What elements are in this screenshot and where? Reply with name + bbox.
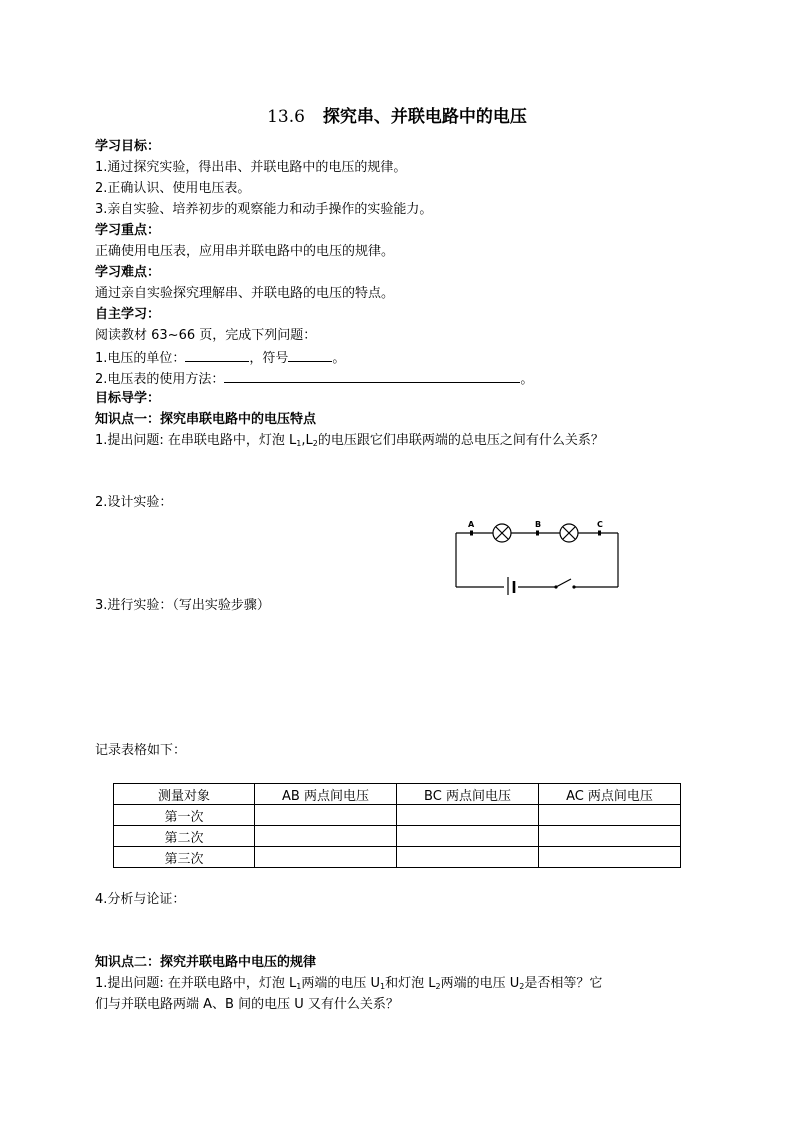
point1-question: [95, 431, 604, 451]
point2-question: [95, 974, 602, 994]
self-study-question-2: [95, 368, 533, 390]
q-text: 两端的电压 U: [440, 976, 520, 991]
subscript: 1: [296, 439, 302, 448]
q1-mid: ，符号: [249, 351, 289, 366]
answer-cell[interactable]: [255, 826, 397, 847]
analysis: 4.分析与论证：: [95, 892, 186, 907]
section-number: 13.6: [267, 107, 305, 127]
answer-cell[interactable]: [397, 826, 539, 847]
key-point-heading: 学习重点：: [95, 223, 161, 238]
table-row: [114, 826, 681, 847]
row-label: 第一次: [114, 805, 255, 826]
table-caption: 记录表格如下：: [95, 743, 187, 758]
subscript: 2: [519, 982, 525, 991]
objective-item: 3.亲自实验、培养初步的观察能力和动手操作的实验能力。: [95, 202, 433, 217]
record-table: [113, 783, 681, 868]
row-label: 第三次: [114, 847, 255, 868]
q-text: 是否相等？它: [524, 976, 603, 991]
q1-end: 。: [332, 351, 346, 366]
table-header: BC 两点间电压: [397, 784, 539, 805]
reading-instruction: 阅读教材 63~66 页，完成下列问题：: [95, 328, 317, 343]
voltmeter-usage-answer-blank[interactable]: [224, 368, 520, 383]
q-text: 的电压跟它们串联两端的总电压之间有什么关系？: [317, 433, 604, 448]
q-text: 两端的电压 U: [301, 976, 381, 991]
table-header: AC 两点间电压: [539, 784, 681, 805]
difficulty-heading: 学习难点：: [95, 265, 161, 280]
objective-item: 1.通过探究实验，得出串、并联电路中的电压的规律。: [95, 160, 407, 175]
table-row: [114, 847, 681, 868]
table-row: [114, 805, 681, 826]
q-text: 和灯泡 L: [385, 976, 436, 991]
point2-heading: 知识点二：探究并联电路中电压的规律: [95, 955, 317, 970]
table-header: 测量对象: [114, 784, 255, 805]
battery-icon: [508, 577, 514, 595]
subscript: 1: [296, 982, 302, 991]
unit-answer-blank[interactable]: [185, 347, 249, 362]
point-b-label: B: [535, 520, 542, 529]
lamp-icon: [493, 524, 511, 542]
design-experiment: 2.设计实验：: [95, 495, 173, 510]
self-study-question-1: [95, 347, 345, 369]
answer-cell[interactable]: [397, 805, 539, 826]
answer-cell[interactable]: [255, 805, 397, 826]
q2-prefix: 2.电压表的使用方法：: [95, 372, 225, 387]
point-a-label: A: [468, 520, 475, 529]
q-text: 1.提出问题: 在串联电路中，灯泡 L: [95, 433, 297, 448]
answer-cell[interactable]: [255, 847, 397, 868]
page-title: [0, 106, 794, 128]
point-c-label: C: [597, 520, 603, 529]
q-text: 1.提出问题: 在并联电路中，灯泡 L: [95, 976, 297, 991]
table-header-row: [114, 784, 681, 805]
objective-item: 2.正确认识、使用电压表。: [95, 181, 251, 196]
row-label: 第二次: [114, 826, 255, 847]
q2-end: 。: [520, 372, 534, 387]
objectives-heading: 学习目标：: [95, 139, 161, 154]
lamp-icon: [560, 524, 578, 542]
key-point-text: 正确使用电压表，应用串并联电路中的电压的规律。: [95, 244, 395, 259]
q-text: ,L: [301, 433, 313, 448]
subscript: 2: [312, 439, 318, 448]
point2-question-line2: 们与并联电路两端 A、B 间的电压 U 又有什么关系？: [95, 997, 399, 1012]
conduct-experiment: 3.进行实验：（写出实验步骤）: [95, 598, 270, 613]
subscript: 1: [380, 982, 386, 991]
answer-cell[interactable]: [539, 847, 681, 868]
series-circuit-diagram: [448, 515, 624, 595]
q1-prefix: 1.电压的单位：: [95, 351, 186, 366]
answer-cell[interactable]: [397, 847, 539, 868]
guide-heading: 目标导学：: [95, 391, 161, 406]
table-header: AB 两点间电压: [255, 784, 397, 805]
title-text: 探究串、并联电路中的电压: [322, 107, 527, 127]
self-study-heading: 自主学习：: [95, 307, 161, 322]
point1-heading: 知识点一：探究串联电路中的电压特点: [95, 412, 317, 427]
answer-cell[interactable]: [539, 805, 681, 826]
subscript: 2: [435, 982, 441, 991]
difficulty-text: 通过亲自实验探究理解串、并联电路的电压的特点。: [95, 286, 395, 301]
symbol-answer-blank[interactable]: [288, 347, 332, 362]
answer-cell[interactable]: [539, 826, 681, 847]
